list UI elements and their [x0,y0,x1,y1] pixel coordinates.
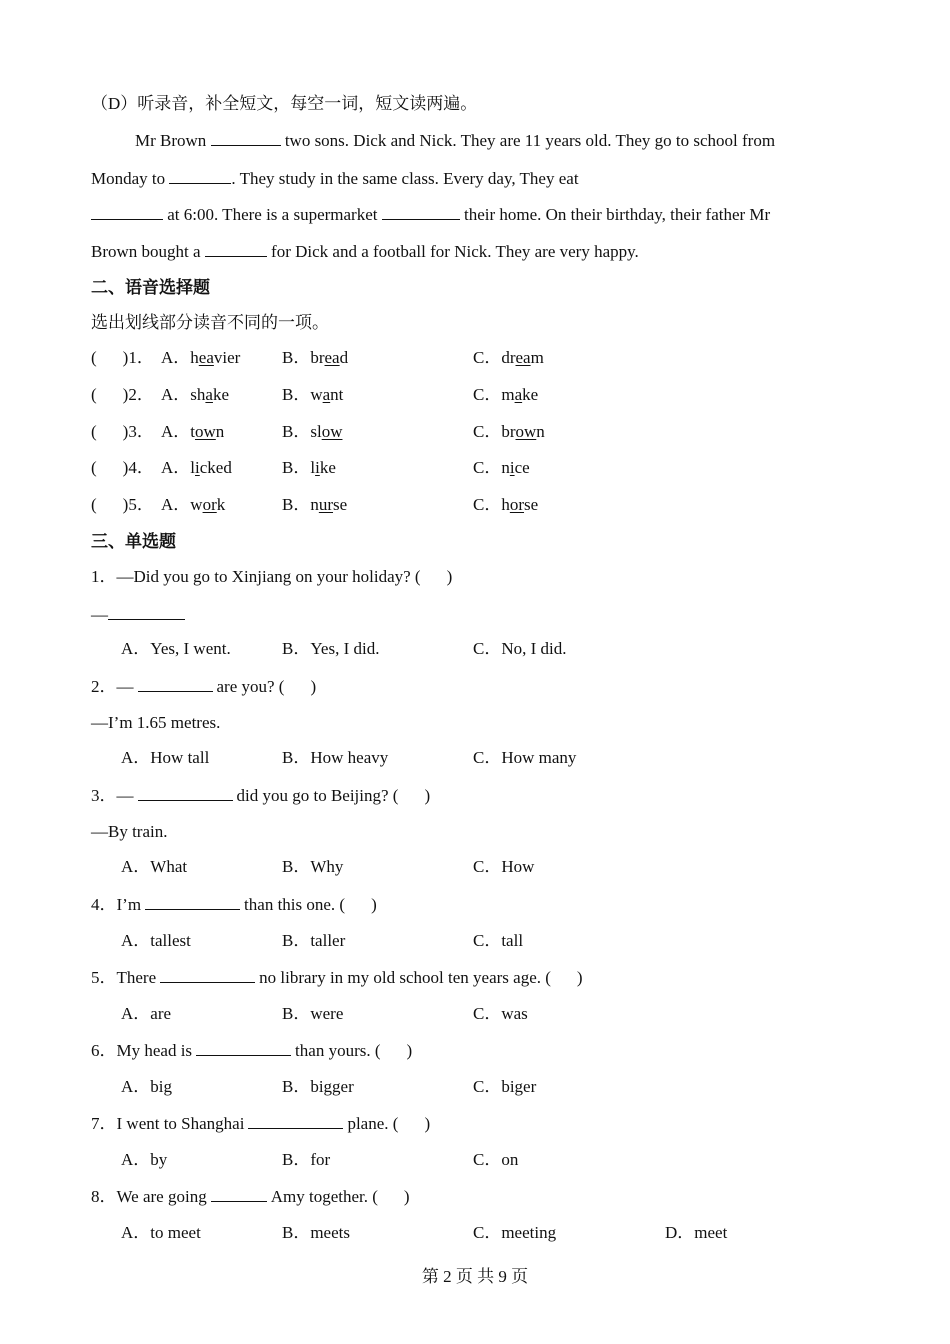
option-c[interactable]: C．How many [473,748,577,767]
option-b[interactable]: B．slow [282,422,343,441]
reply-line: —By train. [91,822,168,841]
underlined-letters: ea [324,348,340,367]
answer-blank[interactable] [248,1112,343,1129]
option-b[interactable]: B．were [282,1004,344,1023]
answer-blank[interactable] [382,203,460,220]
answer-paren[interactable]: ( )1． [91,348,154,367]
answer-blank[interactable] [145,893,240,910]
answer-paren[interactable]: ( )3． [91,422,154,441]
option-c[interactable]: C．How [473,857,535,876]
option-a[interactable]: A．to meet [121,1223,201,1242]
option-b[interactable]: B．want [282,385,344,404]
underlined-letters: i [195,458,200,477]
answer-blank[interactable] [138,675,213,692]
option-c[interactable]: C．was [473,1004,528,1023]
underlined-letters: ea [198,348,214,367]
option-d[interactable]: D．meet [665,1223,728,1242]
section-d-instruction: （D）听录音，补全短文，每空一词，短文读两遍。 [91,94,478,113]
answer-blank[interactable] [211,129,281,146]
option-c[interactable]: C．meeting [473,1223,557,1242]
option-a[interactable]: A．town [161,422,225,441]
option-c[interactable]: C．No, I did. [473,639,567,658]
option-a[interactable]: A．Yes, I went. [121,639,231,658]
passage-line-3: at 6:00. There is a supermarket their home. On their birthday, their father Mr [91,203,770,226]
passage-line-2: Monday to . They study in the same class. Every day, They eat [91,169,579,188]
option-b[interactable]: B．Yes, I did. [282,639,380,658]
option-c[interactable]: C．brown [473,422,545,441]
passage-line-1: Mr Brown two sons. Dick and Nick. They are 11 years old. They go to school from [135,131,776,150]
section-3-title: 三、单选题 [91,532,176,551]
underlined-letters: ur [318,495,334,514]
answer-blank[interactable] [211,1185,267,1202]
question-number: 1． [128,348,154,367]
section-2-instruction: 选出划线部分读音不同的一项。 [91,313,329,332]
option-b[interactable]: B．How heavy [282,748,389,767]
underlined-letters: i [509,458,515,477]
option-a[interactable]: A．by [121,1150,168,1169]
question-stem: 6．My head is than yours. ( ) [91,1041,413,1060]
option-b[interactable]: B．bread [282,348,349,367]
underlined-letters: or [202,495,217,514]
option-c[interactable]: C．nice [473,458,530,477]
underlined-letters: a [514,385,523,404]
question-stem: 1．—Did you go to Xinjiang on your holiday? ( ) [91,567,453,586]
option-a[interactable]: A．licked [161,458,232,477]
option-b[interactable]: B．Why [282,857,344,876]
answer-paren[interactable]: ( )5． [91,495,154,514]
option-a[interactable]: A．heavier [161,348,241,367]
underlined-letters: ow [321,422,343,441]
reply-line: —I’m 1.65 metres. [91,713,221,732]
option-a[interactable]: A．How tall [121,748,210,767]
question-stem: 4．I’m than this one. ( ) [91,895,377,914]
question-stem: 3．— did you go to Beijing? ( ) [91,786,431,805]
underlined-letters: a [322,385,331,404]
underlined-letters: ow [515,422,537,441]
option-a[interactable]: A．work [161,495,226,514]
option-b[interactable]: B．meets [282,1223,350,1242]
answer-blank[interactable] [108,603,185,620]
question-stem: 5．There no library in my old school ten years age. ( ) [91,968,583,987]
question-number: 3． [128,422,154,441]
underlined-letters: or [509,495,525,514]
option-b[interactable]: B．for [282,1150,331,1169]
underlined-letters: i [315,458,320,477]
underlined-letters: ea [515,348,531,367]
option-b[interactable]: B．like [282,458,336,477]
option-c[interactable]: C．make [473,385,539,404]
option-a[interactable]: A．big [121,1077,172,1096]
answer-paren[interactable]: ( )4． [91,458,154,477]
answer-blank[interactable] [196,1039,291,1056]
question-stem: 8．We are going Amy together. ( ) [91,1187,410,1206]
answer-blank[interactable] [91,203,163,220]
option-c[interactable]: C．on [473,1150,519,1169]
option-a[interactable]: A．tallest [121,931,191,950]
question-stem: 7．I went to Shanghai plane. ( ) [91,1114,431,1133]
option-a[interactable]: A．What [121,857,188,876]
option-c[interactable]: C．biger [473,1077,537,1096]
option-b[interactable]: B．nurse [282,495,348,514]
underlined-letters: ow [195,422,216,441]
option-c[interactable]: C．horse [473,495,539,514]
question-number: 2． [128,385,154,404]
option-b[interactable]: B．taller [282,931,346,950]
question-number: 5． [128,495,154,514]
passage-line-4: Brown bought a for Dick and a football for Nick. They are very happy. [91,242,639,261]
option-a[interactable]: A．are [121,1004,172,1023]
answer-blank[interactable] [138,784,233,801]
question-number: 4． [128,458,154,477]
underlined-letters: a [205,385,213,404]
document-page [91,0,859,1344]
option-a[interactable]: A．shake [161,385,229,404]
answer-blank[interactable] [169,167,231,184]
option-c[interactable]: C．tall [473,931,524,950]
page-footer: 第 2 页 共 9 页 [421,1267,529,1286]
answer-paren[interactable]: ( )2． [91,385,154,404]
section-2-title: 二、语音选择题 [91,278,210,297]
option-c[interactable]: C．dream [473,348,544,367]
option-b[interactable]: B．bigger [282,1077,354,1096]
answer-blank[interactable] [205,240,267,257]
answer-blank[interactable] [160,966,255,983]
reply-line: — [91,603,185,626]
question-stem: 2．— are you? ( ) [91,677,317,696]
